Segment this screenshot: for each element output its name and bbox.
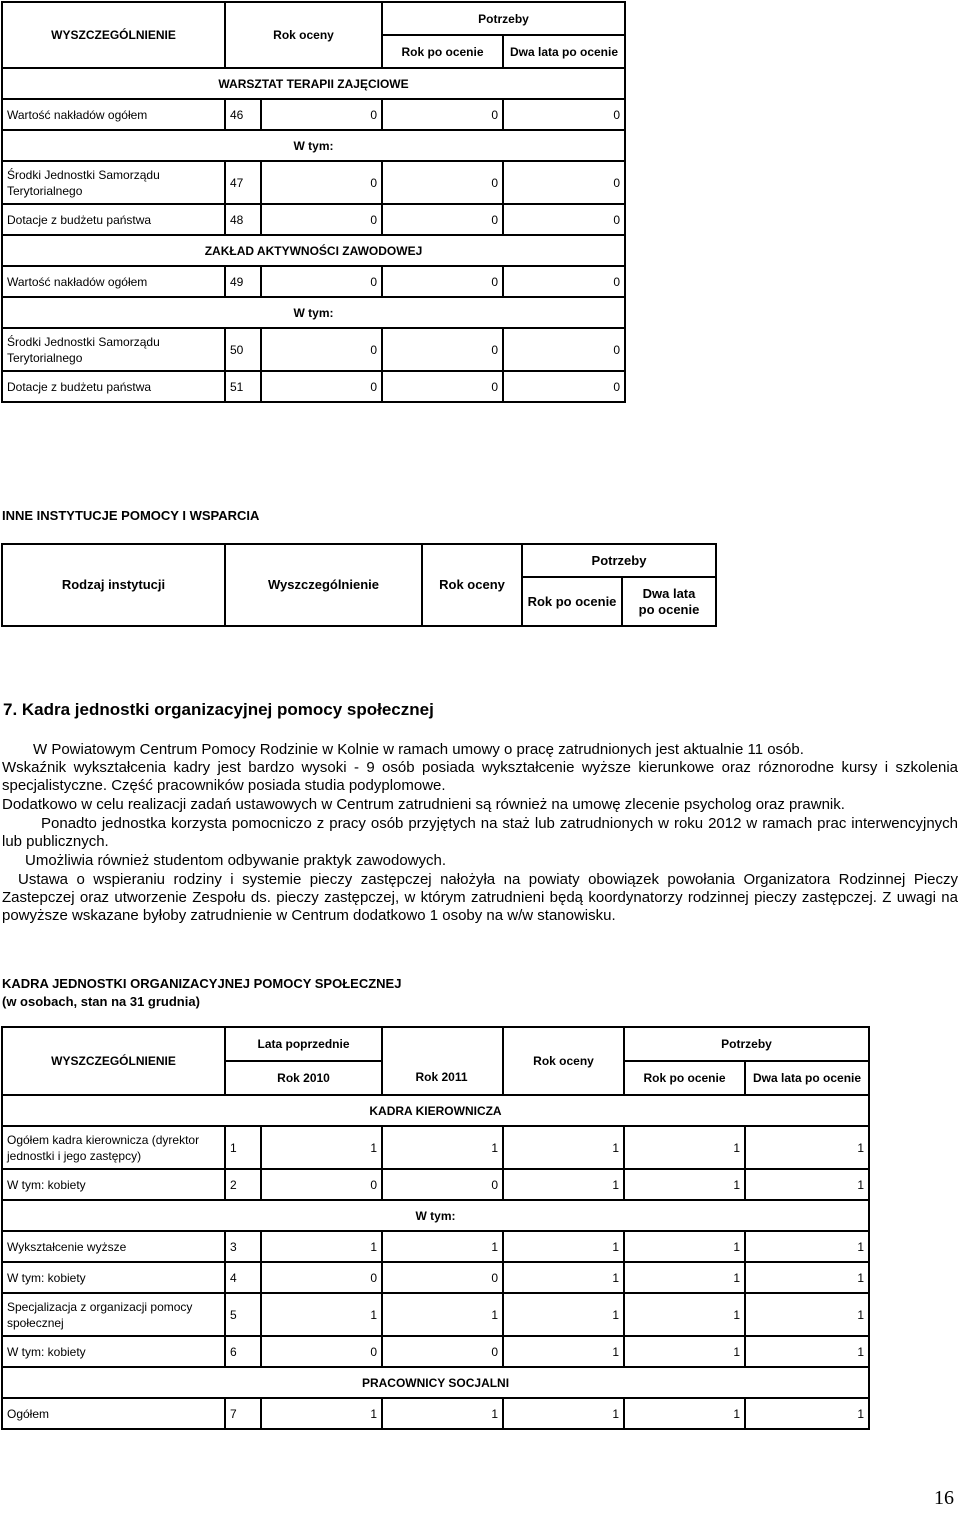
cell-value: 0	[503, 161, 625, 204]
table-wtz-zaz	[1, 1, 626, 403]
header-potrzeby: Potrzeby	[522, 544, 716, 577]
section-row: PRACOWNICY SOCJALNI	[2, 1367, 869, 1398]
paragraph-1: W Powiatowym Centrum Pomocy Rodzinie w Kolnie w ramach umowy o pracę zatrudnionych jest aktualnie 11 osób.	[33, 741, 804, 758]
cell-value: 1	[382, 1293, 503, 1336]
cell-value: 1	[745, 1398, 869, 1429]
cell-value: 0	[261, 1262, 382, 1293]
row-number: 2	[225, 1169, 261, 1200]
header-rok-oceny: Rok oceny	[422, 544, 522, 626]
cell-value: 0	[503, 204, 625, 235]
row-label: Ogółem kadra kierownicza (dyrektor jednostki i jego zastępcy)	[2, 1126, 225, 1169]
header-dwa-lata-line2: po ocenie	[638, 601, 700, 617]
kadra-title-line1: KADRA JEDNOSTKI ORGANIZACYJNEJ POMOCY SPOŁECZNEJ	[2, 976, 402, 991]
cell-value: 1	[624, 1231, 745, 1262]
cell-value: 1	[624, 1262, 745, 1293]
cell-value: 0	[503, 266, 625, 297]
cell-value: 1	[624, 1169, 745, 1200]
row-number: 3	[225, 1231, 261, 1262]
header-rok-oceny: Rok oceny	[225, 2, 382, 68]
page-number: 16	[934, 1487, 954, 1509]
paragraph-6: Ustawa o wspieraniu rodziny i systemie pieczy zastępczej nałożyła na powiaty obowiązek powołania Organizatora Rodzinnej Pieczy Zastepczej oraz utworzenie Zespołu ds. pieczy zastępczej, w którym zatrudnieni będą koordynatorzy rodzinnej pieczy zastępczej. Z uwagi na powyższe wskazane byłoby zatrudnienie w Centrum dodatkowo 1 osoby na w/w stanowisku.	[2, 871, 958, 924]
kadra-title	[2, 975, 401, 1011]
cell-value: 0	[261, 371, 382, 402]
row-number: 46	[225, 99, 261, 130]
row-label: Środki Jednostki Samorządu Terytorialnego	[2, 328, 225, 371]
cell-value: 1	[624, 1126, 745, 1169]
cell-value: 1	[624, 1336, 745, 1367]
paragraph-4: Ponadto jednostka korzysta pomocniczo z pracy osób przyjętych na staż lub zatrudnionych w roku 2012 w ramach prac interwencyjnych lub publicznych.	[2, 815, 958, 850]
table-inne-instytucje	[1, 543, 717, 627]
cell-value: 0	[261, 1169, 382, 1200]
cell-value: 0	[382, 99, 503, 130]
cell-value: 1	[382, 1231, 503, 1262]
header-potrzeby: Potrzeby	[624, 1027, 869, 1061]
cell-value: 1	[261, 1293, 382, 1336]
header-rok-2010: Rok 2010	[225, 1061, 382, 1095]
section-row: ZAKŁAD AKTYWNOŚCI ZAWODOWEJ	[2, 235, 625, 266]
cell-value: 0	[503, 99, 625, 130]
cell-value: 1	[745, 1262, 869, 1293]
header-wyszczegolnienie: Wyszczególnienie	[225, 544, 422, 626]
row-label: Dotacje z budżetu państwa	[2, 371, 225, 402]
cell-value: 1	[261, 1231, 382, 1262]
row-label: Ogółem	[2, 1398, 225, 1429]
row-number: 6	[225, 1336, 261, 1367]
row-number: 47	[225, 161, 261, 204]
cell-value: 0	[382, 161, 503, 204]
row-label: W tym: kobiety	[2, 1169, 225, 1200]
row-label: Dotacje z budżetu państwa	[2, 204, 225, 235]
kadra-title-line2: (w osobach, stan na 31 grudnia)	[2, 994, 200, 1009]
row-label: Wykształcenie wyższe	[2, 1231, 225, 1262]
cell-value: 1	[624, 1398, 745, 1429]
cell-value: 1	[745, 1293, 869, 1336]
cell-value: 1	[745, 1126, 869, 1169]
cell-value: 1	[503, 1262, 624, 1293]
cell-value: 1	[624, 1293, 745, 1336]
header-dwa-lata-line1: Dwa lata	[642, 585, 696, 601]
cell-value: 1	[382, 1398, 503, 1429]
header-rok-po-ocenie: Rok po ocenie	[624, 1061, 745, 1095]
row-label: Specjalizacja z organizacji pomocy społecznej	[2, 1293, 225, 1336]
cell-value: 0	[382, 1336, 503, 1367]
cell-value: 1	[382, 1126, 503, 1169]
cell-value: 1	[503, 1336, 624, 1367]
cell-value: 1	[503, 1293, 624, 1336]
cell-value: 0	[261, 99, 382, 130]
cell-value: 0	[382, 371, 503, 402]
row-label: Wartość nakładów ogółem	[2, 266, 225, 297]
header-dwa-lata-po-ocenie: Dwa lata po ocenie	[503, 35, 625, 68]
row-label: W tym: kobiety	[2, 1262, 225, 1293]
paragraph-3: Dodatkowo w celu realizacji zadań ustawowych w Centrum zatrudnieni są również na umowę zlecenie psycholog oraz prawnik.	[2, 796, 845, 813]
cell-value: 0	[382, 204, 503, 235]
row-number: 48	[225, 204, 261, 235]
header-rodzaj-instytucji: Rodzaj instytucji	[2, 544, 225, 626]
cell-value: 0	[261, 161, 382, 204]
row-label: Środki Jednostki Samorządu Terytorialnego	[2, 161, 225, 204]
header-lata-poprzednie: Lata poprzednie	[225, 1027, 382, 1061]
row-label: W tym: kobiety	[2, 1336, 225, 1367]
header-rok-po-ocenie: Rok po ocenie	[522, 577, 622, 626]
header-wyszczegolnienie: WYSZCZEGÓLNIENIE	[2, 1027, 225, 1095]
row-number: 4	[225, 1262, 261, 1293]
cell-value: 1	[261, 1126, 382, 1169]
cell-value: 1	[261, 1398, 382, 1429]
paragraph-5: Umożliwia również studentom odbywanie praktyk zawodowych.	[25, 852, 447, 869]
cell-value: 0	[261, 204, 382, 235]
cell-value: 0	[503, 328, 625, 371]
row-number: 7	[225, 1398, 261, 1429]
cell-value: 1	[745, 1169, 869, 1200]
header-rok-oceny: Rok oceny	[503, 1027, 624, 1095]
row-number: 49	[225, 266, 261, 297]
cell-value: 1	[503, 1126, 624, 1169]
header-rok-po-ocenie: Rok po ocenie	[382, 35, 503, 68]
cell-value: 0	[503, 371, 625, 402]
header-dwa-lata-po-ocenie: Dwa lata po ocenie	[745, 1061, 869, 1095]
section-row: WARSZTAT TERAPII ZAJĘCIOWE	[2, 68, 625, 99]
paragraph-2: Wskaźnik wykształcenia kadry jest bardzo wysoki - 9 osób posiada wykształcenie wyższe kierunkowe oraz róznorodne kursy i szkolenia specjalistyczne. Część pracowników posiada studia podyplomowe.	[2, 759, 958, 794]
cell-value: 0	[382, 1262, 503, 1293]
cell-value: 0	[382, 266, 503, 297]
cell-value: 0	[261, 266, 382, 297]
cell-value: 0	[261, 328, 382, 371]
row-number: 50	[225, 328, 261, 371]
section-title-inne-instytucje: INNE INSTYTUCJE POMOCY I WSPARCIA	[2, 508, 260, 523]
row-label: Wartość nakładów ogółem	[2, 99, 225, 130]
cell-value: 1	[503, 1169, 624, 1200]
cell-value: 1	[745, 1336, 869, 1367]
cell-value: 0	[382, 328, 503, 371]
chapter-title: 7. Kadra jednostki organizacyjnej pomocy społecznej	[3, 700, 434, 719]
row-number: 1	[225, 1126, 261, 1169]
section-row: W tym:	[2, 130, 625, 161]
header-wyszczegolnienie: WYSZCZEGÓLNIENIE	[2, 2, 225, 68]
section-row: KADRA KIEROWNICZA	[2, 1095, 869, 1126]
row-number: 5	[225, 1293, 261, 1336]
header-rok-2011: Rok 2011	[415, 1070, 468, 1084]
section-row: W tym:	[2, 297, 625, 328]
cell-value: 0	[261, 1336, 382, 1367]
row-number: 51	[225, 371, 261, 402]
header-potrzeby: Potrzeby	[382, 2, 625, 35]
cell-value: 1	[503, 1398, 624, 1429]
section-row: W tym:	[2, 1200, 869, 1231]
cell-value: 1	[745, 1231, 869, 1262]
cell-value: 1	[503, 1231, 624, 1262]
header-dwa-lata-po-ocenie	[622, 577, 716, 626]
cell-value: 0	[382, 1169, 503, 1200]
